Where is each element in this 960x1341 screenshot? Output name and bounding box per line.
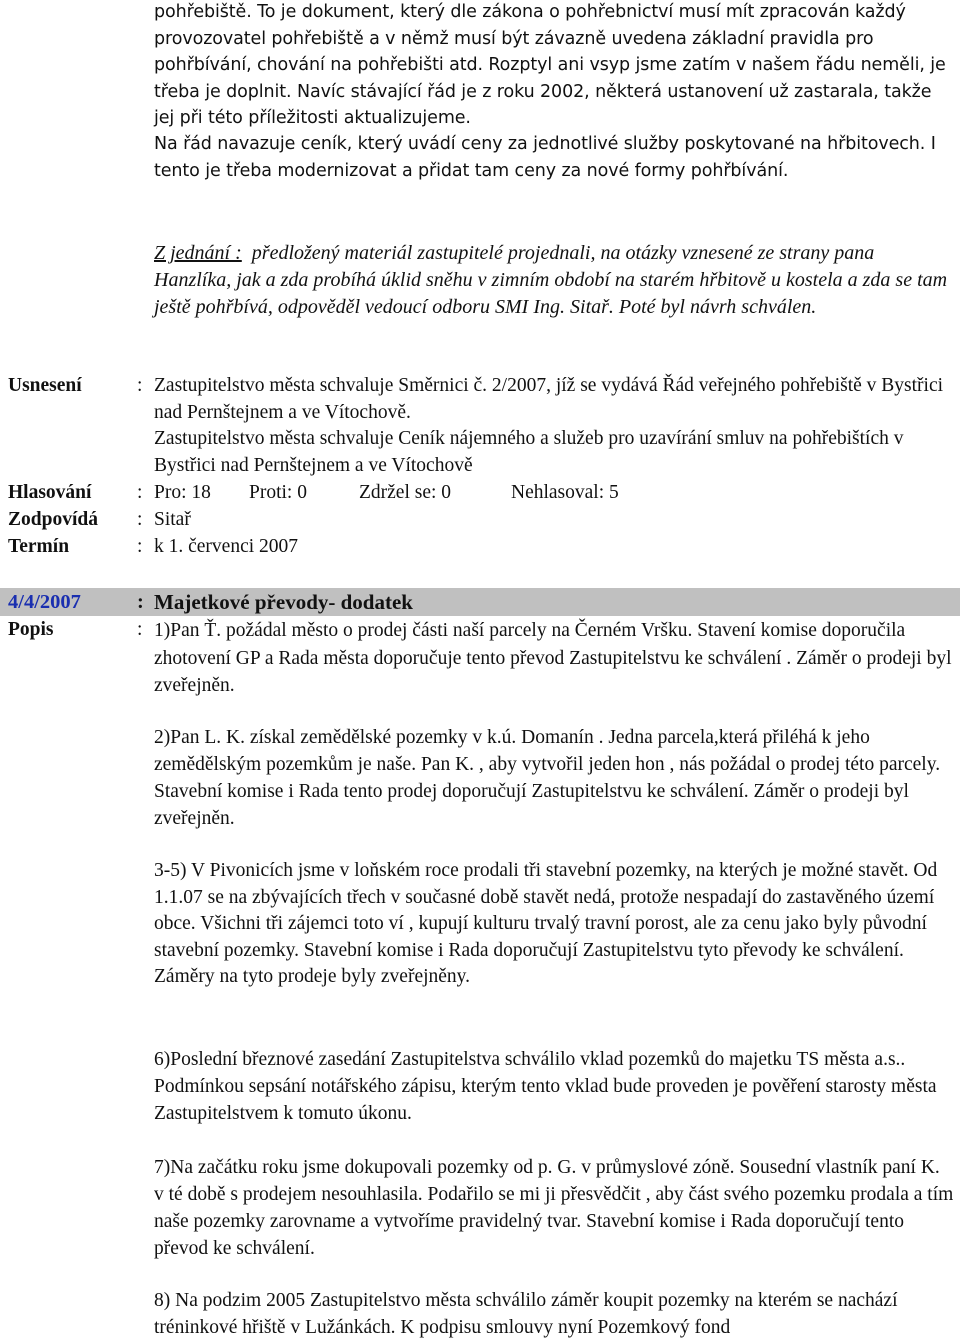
discussion-text: předložený materiál zastupitelé projednali, na otázky vznesené ze strany pana Hanzlíka, jak a zda probíhá úklid sněhu v zimním období na starém hřbitově u kostela a zda se tam ještě pohřbívá, odpověděl vedoucí odboru SMI Ing. Sitař. Poté byl návrh schválen.	[154, 242, 948, 318]
responsible-value: Sitař	[154, 509, 191, 530]
resolution-colon: :	[137, 375, 143, 396]
deadline-label: Termín	[8, 536, 70, 557]
resolution-line-1: Zastupitelstvo města schvaluje Směrnici č. 2/2007, jíž se vydává Řád veřejného pohřebiště v Bystřici nad Pernštejnem a ve Vítochově.	[154, 375, 944, 423]
intro-paragraph-1: pohřebiště. To je dokument, který dle zákona o pohřebnictví musí mít zpracován každý provozovatel pohřebiště a v němž musí být závazně uvedena základní pravidla pro pohřbívání, chování na pohřebišti atd. Rozptyl ani vsyp jsme zatím v našem řádu neměli, je třeba je doplnit. Navíc stávající řád je z roku 2002, některá ustanovení už zastarala, takže jej při této příležitosti aktualizujeme.	[154, 2, 946, 128]
section-header-band	[0, 588, 960, 616]
vote-proti: Proti: 0	[249, 482, 307, 503]
deadline-colon: :	[137, 536, 143, 557]
intro-paragraph-2: Na řád navazuje ceník, který uvádí ceny za jednotlivé služby poskytované na hřbitovech. I tento je třeba modernizovat a přidat tam ceny za nové formy pohřbívání.	[154, 134, 936, 181]
vote-nehlasoval: Nehlasoval: 5	[511, 482, 619, 503]
resolution-label: Usnesení	[8, 375, 82, 396]
description-item-4: 6)Poslední březnové zasedání Zastupitelstva schválilo vklad pozemků do majetku TS města a.s.. Podmínkou sepsání notářského zápisu, kterým tento vklad bude proveden je pověření starosty města Zastupitelstvem k tomuto úkonu.	[154, 1049, 937, 1124]
vote-pro: Pro: 18	[154, 482, 211, 503]
resolution-line-2: Zastupitelstvo města schvaluje Ceník nájemného a služeb pro uzavírání smluv na pohřebištích v Bystřici nad Pernštejnem a ve Vítochově	[154, 428, 904, 476]
description-item-5: 7)Na začátku roku jsme dokupovali pozemky od p. G. v průmyslové zóně. Sousední vlastník paní K. v té době s prodejem nesouhlasila. Podařilo se mi ji přesvědčit , aby část svého pozemku prodala a tím naše pozemky zarovname a vytvoříme pravidelný tvar. Stavební komise i Rada doporučují tento převod ke schválení.	[154, 1157, 954, 1259]
description-item-1: 1)Pan Ť. požádal město o prodej části naší parcely na Černém Vršku. Stavení komise doporučila zhotovení GP a Rada města doporučuje tento převod Zastupitelstvu ke schválení . Záměr o prodeji byl zveřejněn.	[154, 620, 952, 696]
description-item-2: 2)Pan L. K. získal zemědělské pozemky v k.ú. Domanín . Jedna parcela,která přiléhá k jeho zemědělským pozemkům je naše. Pan K. , aby vytvořil jeden hon , nás požádal o prodej této parcely. Stavební komise i Rada tento prodej doporučují Zastupitelstvu ke schválení. Záměr o prodeji byl zveřejněn.	[154, 727, 941, 829]
vote-zdrzel: Zdržel se: 0	[359, 482, 452, 503]
description-colon: :	[137, 619, 143, 640]
section-number: 4/4/2007	[8, 591, 81, 613]
discussion-paragraph	[154, 240, 954, 321]
discussion-label: Z jednání :	[154, 242, 242, 264]
description-item-3: 3-5) V Pivonicích jsme v loňském roce prodali tři stavební pozemky, na kterých je možné stavět. Od 1.1.07 se na zbývajících třech v současné době stavět nedá, protože nespadají do zastavěného území obce. Všichni tři zájemci toto ví , kupují kulturu trvalý travní porost, ale za cenu jako byly původní stavební pozemky. Stavební komise i Rada doporučují Zastupitelstvu tyto převody ke schválení. Záměry na tyto prodeje byly zveřejněny.	[154, 860, 938, 987]
voting-colon: :	[137, 482, 143, 503]
deadline-value: k 1. červenci 2007	[154, 536, 299, 557]
responsible-label: Zodpovídá	[8, 509, 98, 530]
responsible-colon: :	[137, 509, 143, 530]
description-label: Popis	[8, 619, 54, 640]
section-title: Majetkové převody- dodatek	[154, 590, 413, 614]
voting-label: Hlasování	[8, 482, 92, 503]
description-item-6: 8) Na podzim 2005 Zastupitelstvo města schválilo záměr koupit pozemky na kterém se nachází tréninkové hřiště v Lužánkách. K podpisu smlouvy nyní Pozemkový fond	[154, 1290, 898, 1338]
section-colon: :	[137, 591, 144, 613]
